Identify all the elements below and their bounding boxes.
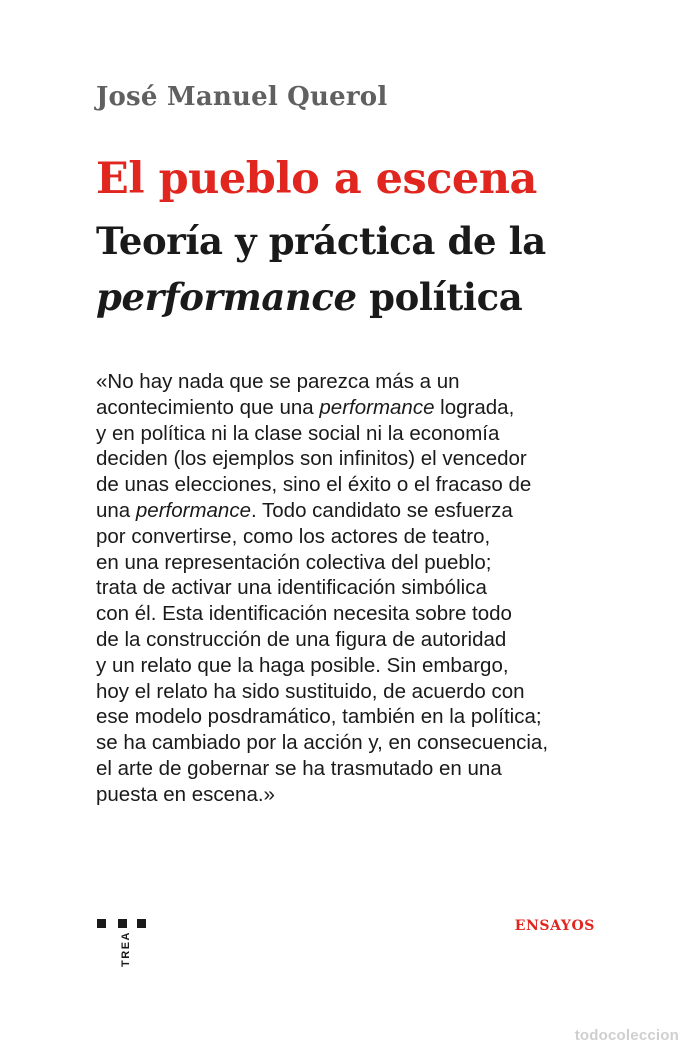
series-label: ENSAYOS bbox=[514, 918, 595, 934]
blurb-line: de unas elecciones, sino el éxito o el fracaso de bbox=[96, 473, 532, 497]
subtitle-italic-word: performance bbox=[96, 275, 357, 319]
blurb-line bbox=[96, 395, 548, 421]
blurb-line: por convertirse, como los actores de teatro, bbox=[96, 524, 491, 548]
blurb-line: trata de activar una identificación simbólica bbox=[96, 576, 487, 600]
blurb-line: de la construcción de una figura de autoridad bbox=[96, 627, 507, 651]
blurb-line bbox=[96, 498, 548, 524]
blurb-line: y un relato que la haga posible. Sin embargo, bbox=[96, 653, 509, 677]
watermark: todocoleccion bbox=[574, 1027, 679, 1044]
trea-logo-graphic bbox=[97, 919, 149, 971]
blurb-line: ese modelo posdramático, también en la política; bbox=[96, 705, 542, 729]
blurb-line: con él. Esta identificación necesita sobre todo bbox=[96, 602, 512, 626]
subtitle-line-2 bbox=[96, 269, 546, 325]
blurb-text: lograda, bbox=[434, 395, 515, 419]
subtitle-line-2-rest: política bbox=[356, 275, 523, 319]
blurb-line: puesta en escena.» bbox=[96, 782, 275, 806]
blurb-italic: performance bbox=[319, 395, 435, 419]
blurb-line: y en política ni la clase social ni la economía bbox=[96, 421, 500, 445]
subtitle-line-1: Teoría y práctica de la bbox=[96, 219, 546, 263]
blurb-text: acontecimiento que una bbox=[96, 395, 320, 419]
blurb-line: hoy el relato ha sido sustituido, de acuerdo con bbox=[96, 679, 525, 703]
author-name: José Manuel Querol bbox=[96, 82, 388, 112]
blurb-text: una bbox=[96, 498, 136, 522]
trea-logo-text: TREA bbox=[119, 931, 132, 967]
back-cover-blurb bbox=[96, 369, 548, 808]
blurb-line: en una representación colectiva del pueblo; bbox=[96, 550, 492, 574]
trea-publisher-logo bbox=[97, 919, 149, 971]
blurb-line: el arte de gobernar se ha trasmutado en una bbox=[96, 756, 502, 780]
blurb-italic: performance bbox=[135, 498, 251, 522]
book-title: El pueblo a escena bbox=[96, 154, 537, 204]
blurb-line: se ha cambiado por la acción y, en consecuencia, bbox=[96, 731, 549, 755]
blurb-line: deciden (los ejemplos son infinitos) el vencedor bbox=[96, 447, 527, 471]
blurb-text: . Todo candidato se esfuerza bbox=[251, 498, 513, 522]
blurb-line: «No hay nada que se parezca más a un bbox=[96, 370, 460, 393]
book-subtitle bbox=[96, 213, 546, 325]
